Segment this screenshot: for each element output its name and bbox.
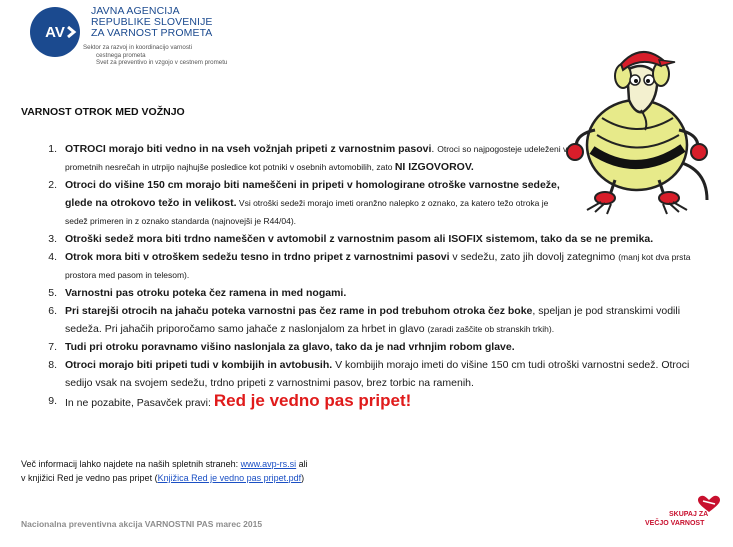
item-bold: OTROCI morajo biti vedno in na vseh vožnjah pripeti z varnostnim pasovi <box>65 143 432 155</box>
info-text: ali <box>296 459 308 469</box>
list-item <box>27 338 717 356</box>
info-line <box>21 471 308 485</box>
badge-line: VEČJO VARNOST <box>645 520 705 527</box>
item-text: V kombijih morajo imeti do višine 150 cm tudi otroški varnostni sedež. Otroci sedijo vsak na svojem sedežu, trdno pripeti z varnostnimi pasov, brez torbic na ramenih. <box>65 359 690 389</box>
item-number: 7. <box>48 341 57 353</box>
item-bold: NI IZGOVOROV. <box>394 161 474 173</box>
item-body <box>65 302 717 338</box>
item-bold: Varnostni pas otroku poteka čez ramena in med nogami. <box>65 287 347 299</box>
info-text: Več informacij lahko najdete na naših spletnih straneh: <box>21 459 241 469</box>
item-body <box>65 356 717 392</box>
page-title: VARNOST OTROK MED VOŽNJO <box>21 106 185 118</box>
item-small: Vsi otroški sedeži morajo imeti oranžno nalepko z oznako, za katero težo otroka je sedež primeren in z oznako standarda (najnovejši je R44/04). <box>65 198 549 226</box>
website-link[interactable]: www.avp-rs.si <box>240 459 297 469</box>
info-line <box>21 457 308 471</box>
item-text: , speljan je pod stranskimi vodili sedeža. Pri jahačih priporočamo samo jahače z naslonjalom za hrbet in glavo <box>65 305 681 335</box>
item-body <box>65 248 717 284</box>
item-bold: Otrok mora biti v otroškem sedežu tesno in trdno pripet z varnostnimi pasovi <box>65 251 450 263</box>
footer-text: Nacionalna preventivna akcija VARNOSTNI PAS marec 2015 <box>21 519 263 529</box>
item-text: v sedežu, zato jih dovolj zategnimo <box>449 251 619 263</box>
rules-list <box>27 140 717 412</box>
sector-line: Sektor za razvoj in koordinacijo varnosti <box>83 44 193 51</box>
agency-line: REPUBLIKE SLOVENIJE <box>91 16 213 28</box>
info-text: v knjižici Red je vedno pas pripet ( <box>21 473 158 483</box>
info-text: ) <box>301 473 305 483</box>
slogan: Red je vedno pas pripet <box>213 391 406 410</box>
item-body <box>65 284 717 302</box>
info-block <box>21 457 308 485</box>
item-number: 5. <box>48 287 57 299</box>
list-item <box>27 248 717 284</box>
item-number: 1. <box>48 143 57 155</box>
item-number: 4. <box>48 251 57 263</box>
item-bold: Otroci do višine 150 cm morajo biti nameščeni in pripeti v homologirane otroške varnostne sedeže, glede na otrokovo težo in velikost. <box>65 179 560 209</box>
item-body <box>65 230 717 248</box>
agency-line: JAVNA AGENCIJA <box>91 5 180 17</box>
item-bold: Pri starejši otrocih na jahaču poteka varnostni pas čez rame in pod trebuhom otroka čez boke <box>65 305 533 317</box>
logo-text: AV <box>45 24 65 41</box>
list-item <box>27 356 717 392</box>
item-number: 2. <box>48 179 57 191</box>
item-body <box>65 176 570 230</box>
item-bold: Otroški sedež mora biti trdno nameščen v avtomobil z varnostnim pasom ali ISOFIX sistemom, tako da se ne premika. <box>65 233 654 245</box>
item-number: 3. <box>48 233 57 245</box>
list-item <box>27 284 717 302</box>
avp-logo-icon <box>29 6 81 58</box>
item-text: In ne pozabite, Pasavček pravi: <box>65 397 214 409</box>
list-item <box>27 392 717 412</box>
item-body <box>65 392 717 412</box>
list-item <box>27 230 717 248</box>
item-number: 8. <box>48 359 57 371</box>
slogan-exclamation: ! <box>405 391 412 410</box>
item-small: Otroci so najpogosteje udeleženi v prometnih nesrečah in utrpijo najhujše posledice kot potniki v osebnih avtomobilih, zato <box>65 144 568 172</box>
sector-text <box>83 44 228 67</box>
item-body <box>65 338 717 356</box>
sector-line: Svet za preventivo in vzgojo v cestnem prometu <box>96 59 228 67</box>
item-number: 6. <box>48 305 57 317</box>
item-body <box>65 140 570 176</box>
list-item <box>27 176 717 230</box>
agency-line: ZA VARNOST PROMETA <box>91 27 213 39</box>
campaign-badge <box>645 495 725 537</box>
item-text: . <box>431 143 438 155</box>
list-item <box>27 302 717 338</box>
item-number: 9. <box>48 395 57 407</box>
item-small: (zaradi zaščite ob stranskih trkih). <box>427 324 555 334</box>
booklet-pdf-link[interactable]: Knjižica Red je vedno pas pripet.pdf <box>157 473 302 483</box>
badge-line: SKUPAJ ZA <box>669 511 709 518</box>
item-bold: Tudi pri otroku poravnamo višino naslonjala za glavo, tako da je nad vrhnjim robom glave. <box>65 341 515 353</box>
item-small: (manj kot dva prsta prostora med pasom in telesom). <box>65 252 691 280</box>
agency-name <box>91 6 213 39</box>
sector-line: cestnega prometa <box>96 51 146 59</box>
list-item <box>27 140 717 176</box>
item-bold: Otroci morajo biti pripeti tudi v kombijih in avtobusih. <box>65 359 333 371</box>
